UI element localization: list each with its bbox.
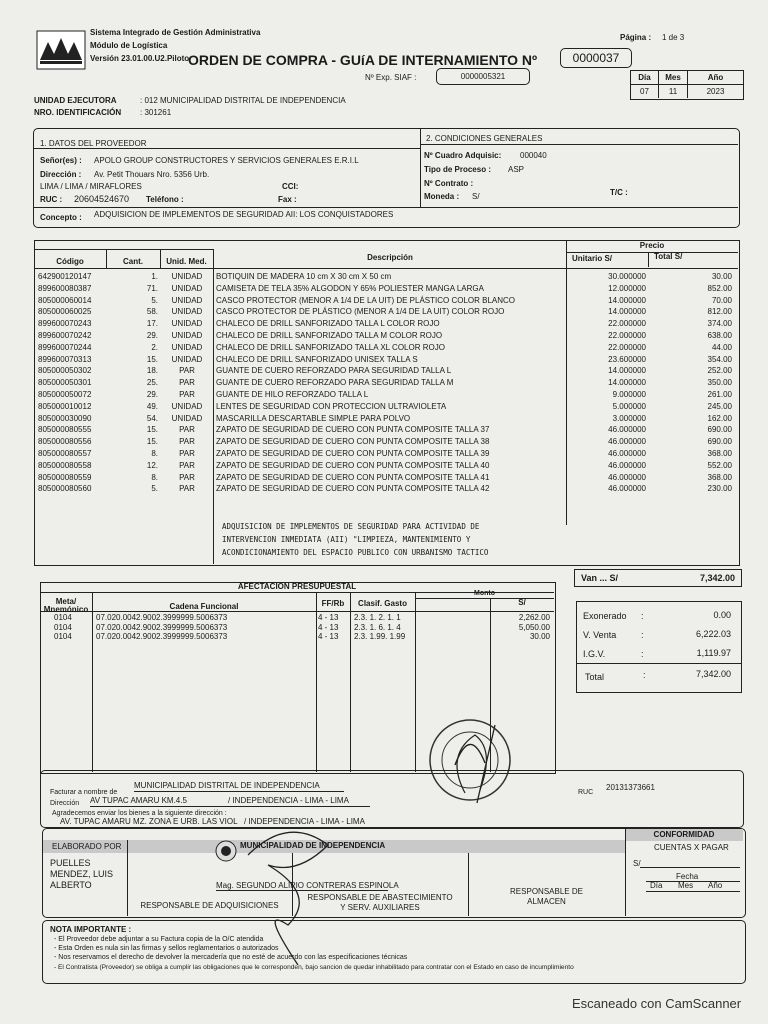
item-total: 812.00 [707,307,732,317]
ruc-label: RUC : [40,195,63,204]
item-code: 805000080555 [38,425,92,435]
item-quantity: 71. [146,283,158,293]
order-number-box: 0000037 [560,48,632,68]
notes-title: NOTA IMPORTANTE : [50,925,132,934]
item-quantity: 5. [151,484,158,494]
date-header-dia: Día [631,71,659,85]
item-total: 638.00 [707,331,732,340]
table-row [0,377,768,388]
item-unit-price: 3.000000 [612,413,646,423]
item-quantity: 25. [146,378,158,388]
direccion-label: Dirección : [40,170,82,179]
item-description: ZAPATO DE SEGURIDAD DE CUERO CON PUNTA COMPOSITE TALLA 41 [216,472,490,482]
item-description: CASCO PROTECTOR DE PLÁSTICO (MENOR A 1/4 DE LA UIT) COLOR ROJO [216,307,505,317]
totals-box [576,601,742,693]
document-title: ORDEN DE COMPRA - GUíA DE INTERNAMIENTO Nº [188,52,538,68]
table-row [0,306,768,317]
budget-amount: 30.00 [529,632,550,642]
col-unitario-header: Unitario S/ [572,254,613,263]
moneda-value: S/ [472,192,480,201]
item-unit: UNIDAD [171,331,203,340]
item-quantity: 49. [146,401,158,411]
note-line-4: - El Contratista (Proveedor) se obliga a cumplir las obligaciones que le corresponden, bajo sancion de quedar inhabilitado para contratar con el Estado en caso de incumplimiento [54,964,574,971]
item-quantity: 2. [151,342,158,352]
date-header-anio: Año [688,71,743,85]
fecha-label: Fecha [676,872,699,881]
table-row [0,460,768,471]
ruc-value: 20604524670 [74,194,130,204]
elaborado-name-1: PUELLES [50,858,91,868]
item-unit-price: 5.000000 [612,401,646,411]
fecha-col-anio: Año [708,881,723,890]
item-unit-price: 46.000000 [608,472,646,482]
cci-label: CCI: [282,182,299,191]
total-label: Total [585,672,605,682]
budget-clasif-label: Clasif. Gasto [358,599,407,608]
item-quantity: 15. [146,354,158,364]
elaborado-name-2: MENDEZ, LUIS [50,869,114,879]
abastecimiento-label-1: RESPONSABLE DE ABASTECIMIENTO [307,893,453,902]
exonerado-label: Exonerado [583,611,627,621]
item-quantity: 17. [146,319,158,329]
item-code: 805000080557 [38,449,92,458]
table-row [0,401,768,412]
item-unit: PAR [179,366,195,376]
budget-meta-label: Meta/ [55,597,77,606]
table-row [0,472,768,483]
budget-cadena: 07.020.0042.9002.3999999.5006373 [96,632,228,642]
budget-title: AFECTACION PRESUPUESTAL [237,582,357,591]
exonerado-sep: : [641,611,644,621]
billing-ruc-value: 20131373661 [606,783,655,792]
item-description: CASCO PROTECTOR (MENOR A 1/4 DE LA UIT) DE PLÁSTICO COLOR BLANCO [216,295,516,305]
item-total: 354.00 [707,354,732,364]
item-unit: PAR [179,390,195,399]
note-line-2: - Esta Orden es nula sin las firmas y sellos reglamentarios o autorizados [54,945,279,952]
budget-cadena: 07.020.0042.9002.3999999.5006373 [96,622,228,632]
cuentas-label: CUENTAS X PAGAR [654,843,729,852]
module-name: Módulo de Logística [90,41,168,50]
concepto-label: Concepto : [40,213,82,222]
contrato-label: Nº Contrato : [424,179,474,188]
budget-ff: 4 - 13 [318,622,339,632]
item-quantity: 54. [146,413,158,423]
item-quantity: 8. [151,449,158,458]
item-unit-price: 12.000000 [608,283,646,293]
item-code: 805000050302 [38,366,92,376]
provider-city: LIMA / LIMA / MIRAFLORES [40,182,142,191]
item-unit: PAR [179,449,195,458]
item-code: 805000060014 [38,295,92,305]
item-description: GUANTE DE CUERO REFORZADO PARA SEGURIDAD TALLA M [216,378,454,388]
table-row [0,354,768,365]
item-total: 368.00 [707,449,732,458]
concepto-value: ADQUISICION DE IMPLEMENTOS DE SEGURIDAD AII: LOS CONQUISTADORES [94,210,394,219]
item-code: 899600070244 [38,342,92,352]
item-description: CAMISETA DE TELA 35% ALGODON Y 65% POLIESTER MANGA LARGA [216,283,484,293]
item-unit: UNIDAD [171,307,203,317]
billing-ruc-label: RUC [578,789,594,796]
adquisiciones-label: RESPONSABLE DE ADQUISICIONES [140,901,279,910]
telefono-label: Teléfono : [146,195,184,204]
budget-ff: 4 - 13 [318,632,339,642]
item-unit: UNIDAD [171,342,203,352]
conditions-section-title: 2. CONDICIONES GENERALES [426,134,543,143]
item-unit-price: 22.000000 [608,342,646,352]
item-unit-price: 46.000000 [608,460,646,470]
item-code: 805000010012 [38,401,92,411]
item-total: 162.00 [707,413,732,423]
stamp-title: MUNICIPALIDAD DE INDEPENDENCIA [240,841,386,850]
note-line-3: - Nos reservamos el derecho de devolver la mercadería que no esté de acuerdo con las especificaciones técnicas [54,954,408,961]
total-value: 7,342.00 [695,669,731,679]
item-total: 44.00 [711,342,732,352]
item-description: MASCARILLA DESCARTABLE SIMPLE PARA POLVO [216,413,411,423]
item-code: 805000030090 [38,413,92,423]
item-code: 899600070242 [38,331,92,340]
budget-meta: 0104 [54,622,72,632]
envio-city: / INDEPENDENCIA - LIMA - LIMA [244,817,365,826]
venta-sep: : [641,630,644,640]
item-quantity: 29. [146,390,158,399]
item-code: 805000080556 [38,437,92,447]
provider-section-title: 1. DATOS DEL PROVEEDOR [40,139,147,148]
conformidad-label: CONFORMIDAD [653,830,715,839]
item-total: 690.00 [707,425,732,435]
item-unit: PAR [179,484,195,494]
date-year: 2023 [706,87,725,96]
budget-clasif: 2.3. 1.99. 1.99 [354,632,406,642]
item-total: 70.00 [711,295,732,305]
table-row [0,271,768,282]
budget-amount: 2,262.00 [518,613,550,622]
billing-direccion-city: / INDEPENDENCIA - LIMA - LIMA [228,796,349,805]
stamp-name: Mag. SEGUNDO ALIPIO CONTRERAS ESPINOLA [216,881,399,890]
van-value: 7,342.00 [699,573,735,583]
facturar-label: Facturar a nombre de [50,789,118,796]
venta-value: 6,222.03 [695,629,731,639]
item-code: 642900120147 [38,272,92,281]
exonerado-value: 0.00 [713,610,731,620]
siaf-value-box: 0000005321 [436,68,530,85]
item-description: CHALECO DE DRILL SANFORIZADO TALLA L COLOR ROJO [216,319,440,329]
senor-value: APOLO GROUP CONSTRUCTORES Y SERVICIOS GENERALES E.R.I.L [94,156,359,165]
item-total: 230.00 [707,484,732,494]
siaf-label: Nº Exp. SIAF : [365,73,417,82]
item-unit: PAR [179,437,195,447]
fecha-col-dia: Día [650,881,663,890]
elaborado-label: ELABORADO POR [52,842,122,851]
budget-clasif: 2.3. 1. 2. 1. 1 [354,613,401,622]
budget-ff: 4 - 13 [318,613,339,622]
item-description: ZAPATO DE SEGURIDAD DE CUERO CON PUNTA COMPOSITE TALLA 37 [216,425,490,435]
item-description: BOTIQUIN DE MADERA 10 cm X 30 cm X 50 cm [216,272,392,281]
venta-label: V. Venta [583,630,617,640]
date-box [630,70,744,100]
item-description: CHALECO DE DRILL SANFORIZADO UNISEX TALLA S [216,354,418,364]
item-quantity: 29. [146,331,158,340]
item-quantity: 58. [146,307,158,317]
item-unit-price: 14.000000 [608,295,646,305]
item-unit: PAR [179,425,195,435]
table-row [0,436,768,447]
almacen-label-2: ALMACEN [527,897,566,906]
unit-value: : 012 MUNICIPALIDAD DISTRITAL DE INDEPENDENCIA [140,96,346,105]
van-label: Van ... S/ [581,573,619,583]
id-label: NRO. IDENTIFICACIÓN [34,108,122,117]
col-codigo-header: Código [56,257,84,266]
table-row [0,424,768,435]
cuentas-soles-label: S/ [633,859,641,868]
budget-mnemonico-label: Mnemónico [43,605,89,614]
col-cant-header: Cant. [123,257,143,266]
abastecimiento-label-2: Y SERV. AUXILIARES [340,903,420,912]
budget-monto-label: Monto [474,590,495,597]
item-code: 805000080559 [38,472,92,482]
item-code: 805000050301 [38,378,92,388]
item-code: 899600070313 [38,354,92,364]
table-row [0,389,768,400]
budget-cadena-label: Cadena Funcional [169,602,239,611]
table-row [0,365,768,376]
item-description: CHALECO DE DRILL SANFORIZADO TALLA M COLOR ROJO [216,331,443,340]
item-unit: PAR [179,472,195,482]
unit-label: UNIDAD EJECUTORA [34,96,117,105]
item-description: GUANTE DE CUERO REFORZADO PARA SEGURIDAD TALLA L [216,366,452,376]
table-row [0,413,768,424]
senor-label: Señor(es) : [40,156,82,165]
item-code: 805000080560 [38,484,92,494]
igv-label: I.G.V. [583,649,606,659]
page-label: Página : [620,33,652,42]
envio-value: AV. TUPAC AMARU MZ. ZONA E URB. LAS VIOL [60,817,238,826]
scanner-watermark: Escaneado con CamScanner [572,996,742,1011]
notes-box [42,920,746,984]
igv-sep: : [641,649,644,659]
table-row [0,283,768,294]
facturar-value: MUNICIPALIDAD DISTRITAL DE INDEPENDENCIA [134,781,320,790]
items-note-line-1: ADQUISICION DE IMPLEMENTOS DE SEGURIDAD PARA ACTIVIDAD DE [222,522,480,531]
col-total-header: Total S/ [654,252,683,261]
budget-amount: 5,050.00 [518,622,550,632]
item-unit: UNIDAD [171,272,203,281]
item-unit: UNIDAD [171,354,203,364]
table-row [0,295,768,306]
billing-direccion-label: Dirección [50,800,80,807]
items-note-line-3: ACONDICIONAMIENTO DEL ESPACIO PUBLICO CON URBANISMO TACTICO [222,548,489,557]
date-month: 11 [659,85,688,98]
id-value: : 301261 [140,108,172,117]
tc-label: T/C : [610,188,628,197]
col-desc-header: Descripción [367,253,413,262]
elaborado-name-3: ALBERTO [50,880,92,890]
proceso-label: Tipo de Proceso : [424,165,491,174]
item-unit-price: 22.000000 [608,319,646,329]
item-total: 852.00 [707,283,732,293]
budget-meta: 0104 [54,613,72,622]
igv-value: 1,119.97 [696,648,731,658]
item-code: 805000050072 [38,390,92,399]
item-unit-price: 30.000000 [608,272,646,281]
fax-label: Fax : [278,195,297,204]
table-row [0,318,768,329]
item-quantity: 8. [151,472,158,482]
item-unit-price: 14.000000 [608,307,646,317]
item-unit-price: 46.000000 [608,484,646,494]
item-total: 252.00 [707,366,732,376]
item-description: GUANTE DE HILO REFORZADO TALLA L [216,390,369,399]
item-quantity: 15. [146,437,158,447]
note-line-1: - El Proveedor debe adjuntar a su Factura copia de la O/C atendida [54,936,264,943]
item-unit-price: 46.000000 [608,425,646,435]
item-unit: UNIDAD [171,283,203,293]
billing-direccion-value: AV TUPAC AMARU KM.4.5 [90,796,187,805]
item-unit: UNIDAD [171,401,203,411]
budget-cadena: 07.020.0042.9002.3999999.5006373 [96,613,228,622]
item-unit-price: 22.000000 [608,331,646,340]
item-quantity: 1. [151,272,158,281]
budget-ffrb-label: FF/Rb [321,599,345,608]
item-total: 374.00 [707,319,732,329]
envio-label: Agradecemos enviar los bienes a la siguiente dirección : [52,810,227,817]
date-header-mes: Mes [659,71,688,85]
total-sep: : [643,670,646,680]
item-description: ZAPATO DE SEGURIDAD DE CUERO CON PUNTA COMPOSITE TALLA 38 [216,437,490,447]
logo [36,30,86,70]
col-precio-header: Precio [639,241,665,250]
item-unit-price: 14.000000 [608,366,646,376]
fecha-col-mes: Mes [678,881,694,890]
item-unit: UNIDAD [171,319,203,329]
item-quantity: 15. [146,425,158,435]
table-row [0,342,768,353]
date-day: 07 [631,85,659,98]
item-total: 30.00 [711,272,732,281]
item-quantity: 5. [151,295,158,305]
direccion-value: Av. Petit Thouars Nro. 5356 Urb. [94,170,210,179]
item-unit: UNIDAD [171,413,203,423]
item-unit-price: 14.000000 [608,378,646,388]
budget-meta: 0104 [54,632,72,642]
item-unit-price: 46.000000 [608,449,646,458]
item-unit: PAR [179,460,195,470]
system-name: Sistema Integrado de Gestión Administrativa [90,28,261,37]
table-row [0,448,768,459]
item-total: 368.00 [707,472,732,482]
item-quantity: 18. [146,366,158,376]
cuadro-label: Nº Cuadro Adquisic: [424,151,502,160]
item-description: CHALECO DE DRILL SANFORIZADO TALLA XL COLOR ROJO [216,342,445,352]
col-unid-header: Unid. Med. [166,257,207,266]
item-total: 245.00 [707,401,732,411]
page-value: 1 de 3 [662,33,685,42]
item-unit-price: 9.000000 [612,390,646,399]
item-unit-price: 23.600000 [608,354,646,364]
item-description: LENTES DE SEGURIDAD CON PROTECCION ULTRAVIOLETA [216,401,447,411]
proceso-value: ASP [508,165,525,174]
item-code: 805000060025 [38,307,92,317]
item-description: ZAPATO DE SEGURIDAD DE CUERO CON PUNTA COMPOSITE TALLA 39 [216,449,490,458]
item-unit-price: 46.000000 [608,437,646,447]
item-description: ZAPATO DE SEGURIDAD DE CUERO CON PUNTA COMPOSITE TALLA 42 [216,484,490,494]
item-total: 261.00 [707,390,732,399]
cuadro-value: 000040 [520,151,547,160]
almacen-label-1: RESPONSABLE DE [510,887,583,896]
item-code: 805000080558 [38,460,92,470]
budget-soles-label: S/ [518,598,526,607]
item-unit: UNIDAD [171,295,203,305]
item-code: 899600080387 [38,283,92,293]
table-row [0,330,768,341]
moneda-label: Moneda : [424,192,460,201]
item-total: 552.00 [707,460,732,470]
item-total: 350.00 [707,378,732,388]
item-code: 899600070243 [38,319,92,329]
table-row [0,483,768,494]
version-label: Versión 23.01.00.U2.Piloto [90,54,190,63]
item-total: 690.00 [707,437,732,447]
items-note-line-2: INTERVENCION INMEDIATA (AII) "LIMPIEZA, MANTENIMIENTO Y [222,535,471,544]
item-description: ZAPATO DE SEGURIDAD DE CUERO CON PUNTA COMPOSITE TALLA 40 [216,460,490,470]
van-box [574,569,742,587]
item-unit: PAR [179,378,195,388]
item-quantity: 12. [146,460,158,470]
budget-clasif: 2.3. 1. 6. 1. 4 [354,622,401,632]
